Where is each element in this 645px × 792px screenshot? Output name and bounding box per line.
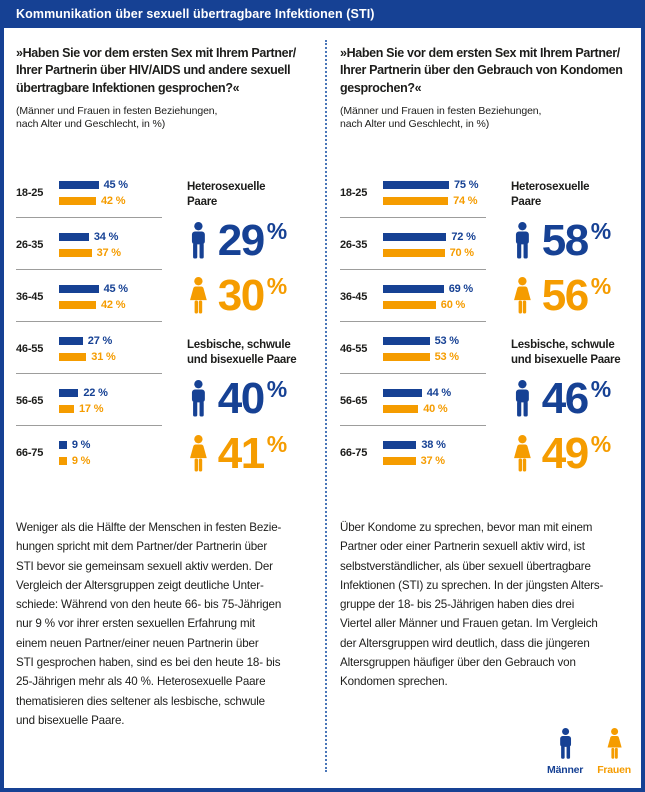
stat-value: 58 (541, 216, 588, 265)
bar-value-men: 27 % (87, 335, 113, 347)
subtitle-sti (16, 105, 316, 132)
bar-value-women: 37 % (420, 455, 445, 467)
bar-men (59, 233, 89, 241)
text-line: übertragbare Infektionen gesprochen?« (16, 80, 240, 95)
text-line: Partner oder einer Partnerin sexuell aktiv wird, ist (340, 540, 585, 554)
bar-value-men: 22 % (83, 387, 108, 399)
bar-value-women: 42 % (101, 299, 126, 311)
bar-value-men: 69 % (448, 283, 473, 295)
bar-value-women: 40 % (423, 403, 448, 415)
age-group-row (16, 322, 162, 374)
bar-women (59, 405, 74, 413)
percent-sign: % (266, 375, 288, 402)
woman-icon (511, 435, 534, 473)
percent-sign: % (266, 272, 288, 299)
text-line: nur 9 % vor ihrer ersten sexuellen Erfahrung mit (16, 617, 255, 631)
percent-sign: % (590, 272, 612, 299)
age-label: 36-45 (340, 291, 368, 303)
text-line: Paare (187, 196, 218, 208)
bar-value-women: 37 % (96, 247, 121, 259)
age-group-row (340, 177, 486, 218)
text-line: 25-Jährigen mehr als 40 %. Heterosexuelle Paare (16, 675, 266, 689)
bar-women (383, 353, 430, 361)
text-line: Viertel aller Männer und Frauen getan. Im Vergleich (340, 617, 598, 631)
text-line: Heterosexuelle (511, 181, 590, 193)
text-line: Ihrer Partnerin über den Gebrauch von Kondomen (340, 63, 623, 78)
age-label: 26-35 (340, 239, 368, 251)
header-title: Kommunikation über sexuell übertragbare Infektionen (STI) (16, 7, 375, 21)
text-line: hungen spricht mit dem Partner/der Partnerin über (16, 540, 268, 554)
age-label: 18-25 (16, 187, 44, 199)
woman-icon (187, 277, 210, 315)
age-group-row (340, 322, 486, 374)
bar-value-men: 44 % (426, 387, 451, 399)
age-group-row (16, 374, 162, 426)
couple-type-title (187, 338, 322, 368)
age-group-row (340, 218, 486, 270)
question-sti (16, 45, 316, 97)
bar-men (59, 337, 83, 345)
bar-men (383, 337, 430, 345)
legend-label-men: Männer (547, 764, 584, 776)
text-line: (Männer und Frauen in festen Beziehungen, (16, 104, 218, 117)
bar-men (59, 285, 99, 293)
bar-men (383, 181, 449, 189)
man-icon (511, 222, 534, 260)
text-line: nach Alter und Geschlecht, in %) (16, 118, 166, 131)
text-line: selbstverständlicher, als über sexuell übertragbare (340, 559, 591, 573)
bar-chart-kondome (340, 177, 486, 465)
text-line: Vergleich der Altersgruppen zeigt deutliche Unter- (16, 578, 264, 592)
age-label: 18-25 (340, 187, 368, 199)
text-line: Lesbische, schwule (187, 339, 291, 351)
text-line: Ihrer Partnerin über HIV/AIDS und andere sexuell (16, 63, 291, 78)
age-label: 66-75 (16, 447, 44, 459)
percent-sign: % (590, 375, 612, 402)
column-divider (325, 40, 327, 772)
subtitle-kondome (340, 105, 638, 132)
stat-value: 46 (541, 374, 588, 423)
stat-row-men (187, 216, 322, 265)
text-line: Infektionen (STI) zu sprechen. In der jüngsten Alters- (340, 578, 604, 592)
age-group-row (16, 426, 162, 465)
text-line: und bisexuelle Paare (187, 354, 297, 366)
text-line: der Altersgruppen wird deutlich, dass die jüngeren (340, 636, 590, 650)
bar-women (383, 197, 448, 205)
stat-row-men (511, 374, 645, 423)
bar-value-men: 75 % (454, 179, 479, 191)
percent-sign: % (266, 430, 288, 457)
couple-type-title (511, 338, 645, 368)
text-line: Paare (511, 196, 542, 208)
age-group-row (340, 374, 486, 426)
body-text-sti (16, 518, 281, 730)
text-line: thematisieren dies seltener als lesbische, schwule (16, 694, 265, 708)
text-line: schiede: Während von den heute 66- bis 75-Jährigen (16, 598, 282, 612)
bar-value-men: 38 % (421, 439, 446, 451)
stat-row-women (187, 429, 322, 478)
text-line: Kondomen sprechen. (340, 675, 448, 689)
legend (547, 728, 631, 776)
age-group-row (16, 177, 162, 218)
bar-value-men: 45 % (103, 283, 128, 295)
stat-value: 30 (217, 271, 264, 320)
text-line: gesprochen?« (340, 80, 422, 95)
text-line: Heterosexuelle (187, 181, 266, 193)
summary-stats-sti (187, 180, 322, 478)
bar-value-women: 60 % (440, 299, 466, 311)
bar-men (383, 389, 422, 397)
age-group-row (340, 270, 486, 322)
stat-value: 41 (217, 429, 264, 478)
age-label: 46-55 (16, 343, 44, 355)
bar-value-women: 17 % (79, 403, 104, 415)
percent-sign: % (590, 217, 612, 244)
bar-value-women: 42 % (101, 195, 126, 207)
stat-row-women (511, 429, 645, 478)
bar-women (59, 301, 96, 309)
couple-type-title (511, 180, 645, 210)
bar-men (59, 441, 67, 449)
legend-item-women (597, 728, 631, 776)
bar-men (383, 285, 444, 293)
summary-stats-kondome (511, 180, 645, 478)
text-line: Über Kondome zu sprechen, bevor man mit einem (340, 521, 593, 534)
bar-men (59, 181, 99, 189)
bar-value-women: 31 % (91, 351, 116, 363)
stat-value: 40 (217, 374, 264, 423)
bar-value-men: 9 % (71, 439, 91, 451)
age-label: 26-35 (16, 239, 44, 251)
text-line: STI bevor sie gemeinsam sexuell aktiv werden. Der (16, 559, 273, 573)
bar-value-women: 70 % (449, 247, 474, 259)
age-label: 36-45 (16, 291, 44, 303)
bar-women (383, 301, 436, 309)
header-bar (4, 0, 641, 28)
stat-row-men (511, 216, 645, 265)
stat-row-women (187, 271, 322, 320)
bar-value-men: 53 % (434, 335, 459, 347)
legend-item-men (547, 728, 583, 776)
bar-value-men: 72 % (451, 231, 476, 243)
question-kondome (340, 45, 638, 97)
age-group-row (340, 426, 486, 465)
text-line: (Männer und Frauen in festen Beziehungen, (340, 104, 542, 117)
body-text-kondome (340, 518, 603, 692)
age-label: 46-55 (340, 343, 368, 355)
bar-value-women: 53 % (434, 351, 459, 363)
bar-value-men: 45 % (103, 179, 128, 191)
bar-men (59, 389, 78, 397)
bar-women (59, 457, 67, 465)
bar-men (383, 441, 416, 449)
legend-label-women: Frauen (597, 764, 631, 776)
bar-men (383, 233, 446, 241)
stat-value: 56 (541, 271, 588, 320)
age-group-row (16, 270, 162, 322)
man-icon (511, 380, 534, 418)
bar-women (383, 457, 416, 465)
text-line: und bisexuelle Paare. (16, 713, 125, 727)
age-label: 56-65 (340, 395, 368, 407)
man-icon (187, 380, 210, 418)
text-line: STI gesprochen haben, sind es bei den heute 18- bis (16, 656, 281, 670)
stat-value: 49 (541, 429, 588, 478)
bar-women (59, 353, 86, 361)
man-icon (187, 222, 210, 260)
text-line: Altersgruppen häufiger über den Gebrauch von (340, 656, 576, 670)
bar-chart-sti (16, 177, 162, 465)
woman-icon (511, 277, 534, 315)
text-line: »Haben Sie vor dem ersten Sex mit Ihrem Partner/ (340, 46, 620, 60)
bar-women (383, 249, 445, 257)
text-line: »Haben Sie vor dem ersten Sex mit Ihrem Partner/ (16, 46, 296, 60)
stat-row-women (511, 271, 645, 320)
age-label: 56-65 (16, 395, 44, 407)
age-group-row (16, 218, 162, 270)
stat-row-men (187, 374, 322, 423)
stat-value: 29 (217, 216, 264, 265)
woman-icon (187, 435, 210, 473)
bar-value-women: 9 % (71, 455, 91, 467)
percent-sign: % (266, 217, 288, 244)
text-line: nach Alter und Geschlecht, in %) (340, 118, 490, 131)
bar-women (59, 197, 96, 205)
text-line: Weniger als die Hälfte der Menschen in festen Bezie- (16, 521, 282, 534)
text-line: gruppe der 18- bis 25-Jährigen haben dies drei (340, 598, 575, 612)
text-line: und bisexuelle Paare (511, 354, 621, 366)
panel-kondome (340, 45, 638, 689)
couple-type-title (187, 180, 322, 210)
panel-sti (16, 45, 316, 727)
text-line: einem neuen Partner/einer neuen Partnerin über (16, 636, 259, 650)
text-line: Lesbische, schwule (511, 339, 615, 351)
bar-women (383, 405, 418, 413)
bar-women (59, 249, 92, 257)
bar-value-women: 74 % (453, 195, 478, 207)
man-icon (556, 728, 575, 760)
bar-value-men: 34 % (93, 231, 119, 243)
age-label: 66-75 (340, 447, 368, 459)
percent-sign: % (590, 430, 612, 457)
woman-icon (605, 728, 624, 760)
